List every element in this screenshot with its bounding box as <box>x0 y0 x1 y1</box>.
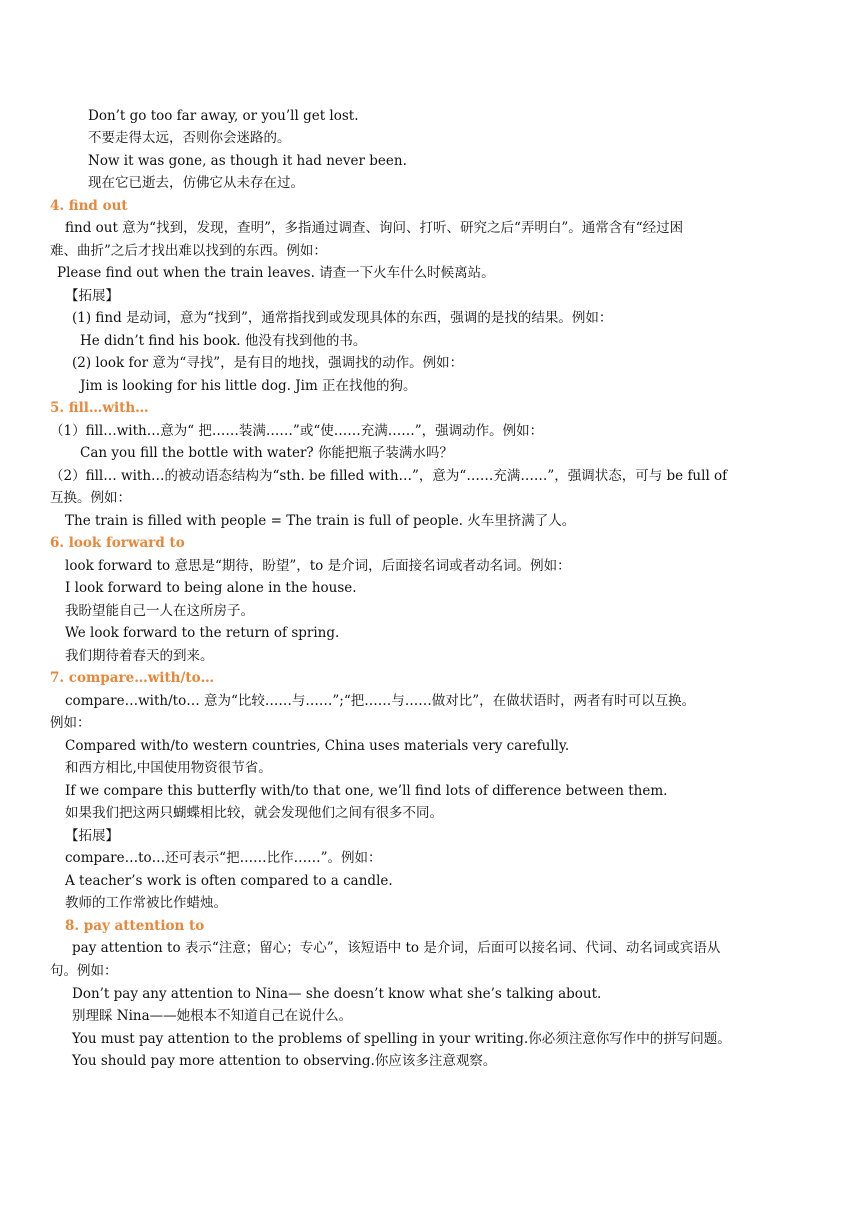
section-heading-fill-with: 5. fill…with… <box>50 400 149 416</box>
example-sentence: Don’t pay any attention to Nina— she doesn’t know what she’s talking about. <box>72 986 602 1002</box>
example-sentence: Please find out when the train leaves. 请查一下火车什么时候离站。 <box>57 265 495 281</box>
paragraph-text: 难、曲折”之后才找出难以找到的东西。例如： <box>50 243 327 259</box>
paragraph-text: (1) find 是动词，意为“找到”，通常指找到或发现具体的东西，强调的是找的结果。例如： <box>72 310 613 326</box>
example-translation: 如果我们把这两只蝴蝶相比较，就会发现他们之间有很多不同。 <box>65 805 443 821</box>
paragraph-text: （1）fill…with…意为“ 把……装满……”或“使……充满……”，强调动作。例如： <box>50 423 544 439</box>
example-sentence: If we compare this butterfly with/to that one, we’ll find lots of difference between them. <box>65 783 668 799</box>
extension-label: 【拓展】 <box>65 828 119 844</box>
example-translation: 我盼望能自己一人在这所房子。 <box>65 603 254 619</box>
paragraph-text: find out 意为“找到，发现，查明”，多指通过调查、询问、打听、研究之后“弄明白”。通常含有“经过困 <box>65 220 684 236</box>
paragraph-text: look forward to 意思是“期待，盼望”，to 是介词，后面接名词或者动名词。例如： <box>65 558 571 574</box>
paragraph-text: 互换。例如： <box>50 490 131 506</box>
example-translation: 现在它已逝去，仿佛它从未存在过。 <box>88 175 304 191</box>
example-sentence: He didn’t find his book. 他没有找到他的书。 <box>80 333 367 349</box>
paragraph-text: (2) look for 意为“寻找”，是有目的地找，强调找的动作。例如： <box>72 355 464 371</box>
example-translation: 别理睬 Nina——她根本不知道自己在说什么。 <box>72 1008 353 1024</box>
example-translation: 我们期待着春天的到来。 <box>65 648 214 664</box>
example-sentence: You must pay attention to the problems of spelling in your writing.你必须注意你写作中的拼写问题。 <box>72 1031 731 1047</box>
example-sentence: You should pay more attention to observing.你应该多注意观察。 <box>72 1053 497 1069</box>
example-translation: 不要走得太远，否则你会迷路的。 <box>88 130 291 146</box>
example-sentence: We look forward to the return of spring. <box>65 625 340 641</box>
paragraph-text: 例如： <box>50 715 91 731</box>
example-sentence: Now it was gone, as though it had never been. <box>88 153 407 169</box>
section-heading-look-forward-to: 6. look forward to <box>50 535 185 551</box>
paragraph-text: 句。例如： <box>50 963 118 979</box>
example-sentence: I look forward to being alone in the house. <box>65 580 357 596</box>
paragraph-text: （2）fill… with…的被动语态结构为“sth. be filled with…”，意为“……充满……”，强调状态，可与 be full of <box>50 468 728 484</box>
extension-label: 【拓展】 <box>65 288 119 304</box>
example-sentence: Compared with/to western countries, China uses materials very carefully. <box>65 738 570 754</box>
example-sentence: Jim is looking for his little dog. Jim 正在找他的狗。 <box>80 378 417 394</box>
section-heading-find-out: 4. find out <box>50 198 128 214</box>
example-sentence: The train is filled with people = The train is full of people. 火车里挤满了人。 <box>65 513 576 529</box>
section-heading-pay-attention-to: 8. pay attention to <box>65 918 205 934</box>
example-translation: 教师的工作常被比作蜡烛。 <box>65 895 227 911</box>
example-sentence: A teacher’s work is often compared to a candle. <box>65 873 393 889</box>
paragraph-text: compare…with/to… 意为“比较……与……”;“把……与……做对比”，在做状语时，两者有时可以互换。 <box>65 693 696 709</box>
paragraph-text: compare…to…还可表示“把……比作……”。例如： <box>65 850 382 866</box>
paragraph-text: pay attention to 表示“注意；留心；专心”，该短语中 to 是介词，后面可以接名词、代词、动名词或宾语从 <box>72 940 721 956</box>
section-heading-compare-with-to: 7. compare…with/to… <box>50 670 215 686</box>
example-sentence: Don’t go too far away, or you’ll get lost. <box>88 108 359 124</box>
example-translation: 和西方相比,中国使用物资很节省。 <box>65 760 272 776</box>
example-sentence: Can you fill the bottle with water? 你能把瓶子装满水吗？ <box>80 445 453 461</box>
